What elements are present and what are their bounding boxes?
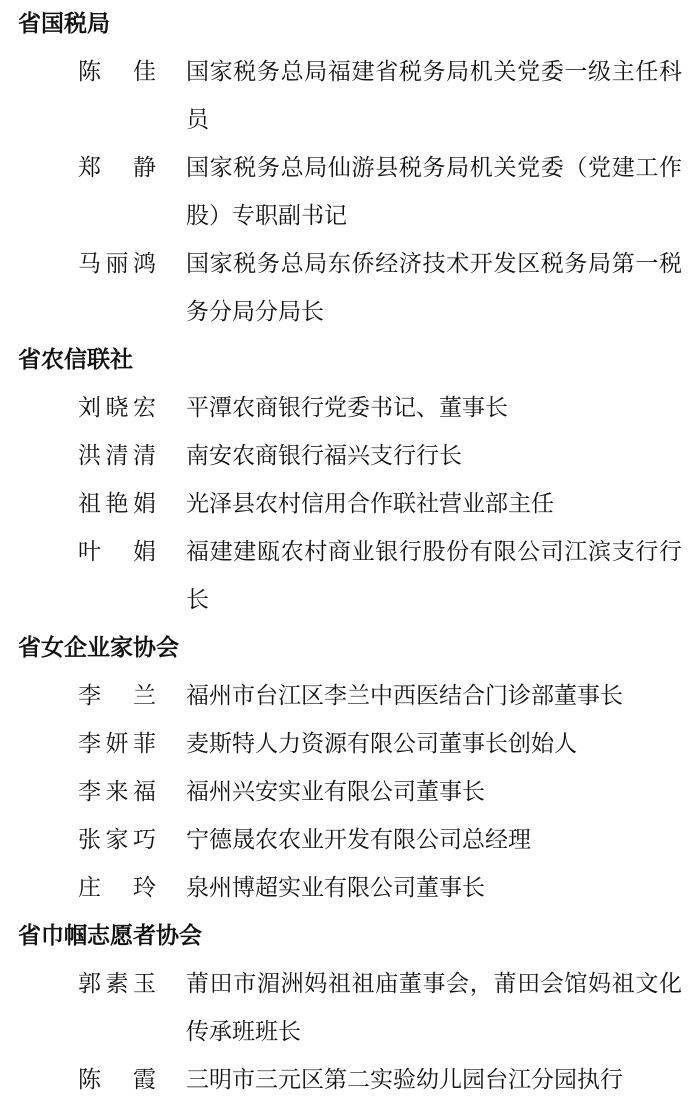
section-title: 省女企业家协会	[18, 635, 179, 661]
person-position: 福建建瓯农村商业银行股份有限公司江滨支行行长	[186, 539, 682, 613]
list-item	[0, 480, 693, 528]
list-item	[0, 144, 693, 240]
person-position: 国家税务总局东侨经济技术开发区税务局第一税务分局分局长	[186, 251, 682, 325]
section-nvqiyejia	[0, 624, 693, 912]
list-item	[0, 1056, 693, 1104]
list-item	[0, 672, 693, 720]
person-name: 祖艳娟	[78, 491, 156, 517]
list-item	[0, 816, 693, 864]
person-name: 叶 娟	[78, 539, 156, 565]
list-item	[0, 528, 693, 624]
person-position: 福州兴安实业有限公司董事长	[186, 779, 485, 805]
person-position: 光泽县农村信用合作联社营业部主任	[186, 491, 554, 517]
list-item	[0, 768, 693, 816]
person-position: 泉州博超实业有限公司董事长	[186, 875, 485, 901]
person-name: 洪清清	[78, 443, 156, 469]
person-name: 李 兰	[78, 683, 156, 709]
person-position: 国家税务总局仙游县税务局机关党委（党建工作股）专职副书记	[186, 155, 682, 229]
person-name: 马丽鸿	[78, 251, 156, 277]
person-name: 李来福	[78, 779, 156, 805]
person-position: 国家税务总局福建省税务局机关党委一级主任科员	[186, 59, 682, 133]
section-nongxin	[0, 336, 693, 624]
person-position: 平潭农商银行党委书记、董事长	[186, 395, 508, 421]
section-jinguo-volunteers	[0, 912, 693, 1104]
person-name: 刘晓宏	[78, 395, 156, 421]
list-item	[0, 432, 693, 480]
section-title: 省巾帼志愿者协会	[18, 923, 202, 949]
list-item	[0, 720, 693, 768]
person-name: 张家巧	[78, 827, 156, 853]
person-position: 宁德晟农农业开发有限公司总经理	[186, 827, 531, 853]
person-position: 福州市台江区李兰中西医结合门诊部董事长	[186, 683, 623, 709]
list-item	[0, 960, 693, 1056]
list-item	[0, 384, 693, 432]
person-name: 郭素玉	[78, 971, 156, 997]
person-name: 陈 霞	[78, 1067, 156, 1093]
person-position: 三明市三元区第二实验幼儿园台江分园执行	[186, 1067, 623, 1093]
list-item	[0, 240, 693, 336]
list-item	[0, 864, 693, 912]
person-name: 李妍菲	[78, 731, 156, 757]
person-position: 莆田市湄洲妈祖祖庙董事会，莆田会馆妈祖文化传承班班长	[186, 971, 682, 1045]
section-title: 省国税局	[18, 11, 110, 37]
person-name: 陈 佳	[78, 59, 156, 85]
person-position: 南安农商银行福兴支行行长	[186, 443, 462, 469]
section-title: 省农信联社	[18, 347, 133, 373]
person-name: 郑 静	[78, 155, 156, 181]
list-item	[0, 48, 693, 144]
person-name: 庄 玲	[78, 875, 156, 901]
person-position: 麦斯特人力资源有限公司董事长创始人	[186, 731, 577, 757]
section-guoshuiju	[0, 0, 693, 336]
